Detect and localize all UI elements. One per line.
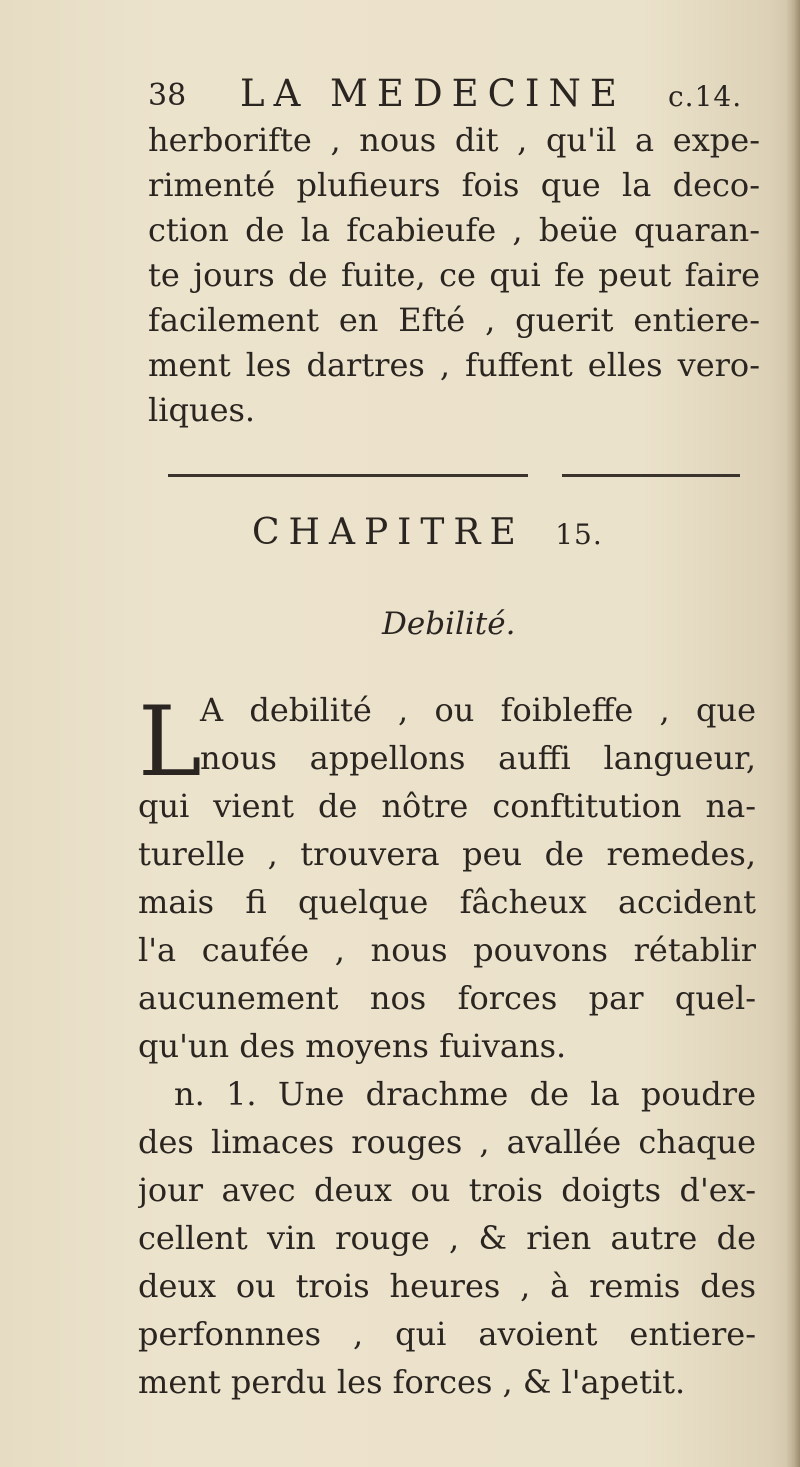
- running-title: LA MEDECINE: [240, 72, 626, 115]
- text-line: l'a caufée , nous pouvons rétablir: [138, 931, 756, 969]
- text-line: facilement en Efté , guerit entiere-: [148, 301, 760, 339]
- running-head: [148, 72, 768, 122]
- page-number: 38: [148, 78, 187, 113]
- text-line: ction de la fcabieufe , beüe quaran-: [148, 211, 760, 249]
- text-line: n. 1. Une drachme de la poudre: [174, 1075, 756, 1113]
- text-line: A debilité , ou foibleffe , que: [200, 691, 756, 729]
- text-line: ment les dartres , fuffent elles vero-: [148, 346, 760, 384]
- text-line: liques.: [148, 391, 256, 429]
- body-paragraph: [138, 686, 756, 1406]
- chapter-title: CHAPITRE: [252, 512, 525, 553]
- text-line: herborifte , nous dit , qu'il a expe-: [148, 121, 760, 159]
- text-line: turelle , trouvera peu de remedes,: [138, 835, 756, 873]
- chapter-number: 15.: [555, 518, 603, 551]
- text-line: te jours de fuite, ce qui fe peut faire: [148, 256, 760, 294]
- continuation-paragraph: [148, 118, 760, 433]
- section-divider-right: [562, 474, 740, 477]
- text-line: cellent vin rouge , & rien autre de: [138, 1219, 756, 1257]
- drop-cap-letter: L: [138, 686, 202, 798]
- text-line: rimenté plufieurs fois que la deco-: [148, 166, 760, 204]
- text-line: mais fi quelque fâcheux accident: [138, 883, 756, 921]
- text-line: jour avec deux ou trois doigts d'ex-: [138, 1171, 756, 1209]
- chapter-reference: c.14.: [668, 80, 743, 113]
- text-line: nous appellons auffi langueur,: [200, 739, 756, 777]
- chapter-subtitle: Debilité.: [382, 606, 516, 642]
- text-line: perfonnnes , qui avoient entiere-: [138, 1315, 756, 1353]
- text-line: ment perdu les forces , & l'apetit.: [138, 1363, 686, 1401]
- text-line: aucunement nos forces par quel-: [138, 979, 756, 1017]
- text-line: qui vient de nôtre conftitution na-: [138, 787, 756, 825]
- text-line: des limaces rouges , avallée chaque: [138, 1123, 756, 1161]
- chapter-heading: [252, 512, 672, 553]
- text-line: qu'un des moyens fuivans.: [138, 1027, 567, 1065]
- text-line: deux ou trois heures , à remis des: [138, 1267, 756, 1305]
- page-gutter-shadow: [786, 0, 800, 1467]
- section-divider-left: [168, 474, 528, 477]
